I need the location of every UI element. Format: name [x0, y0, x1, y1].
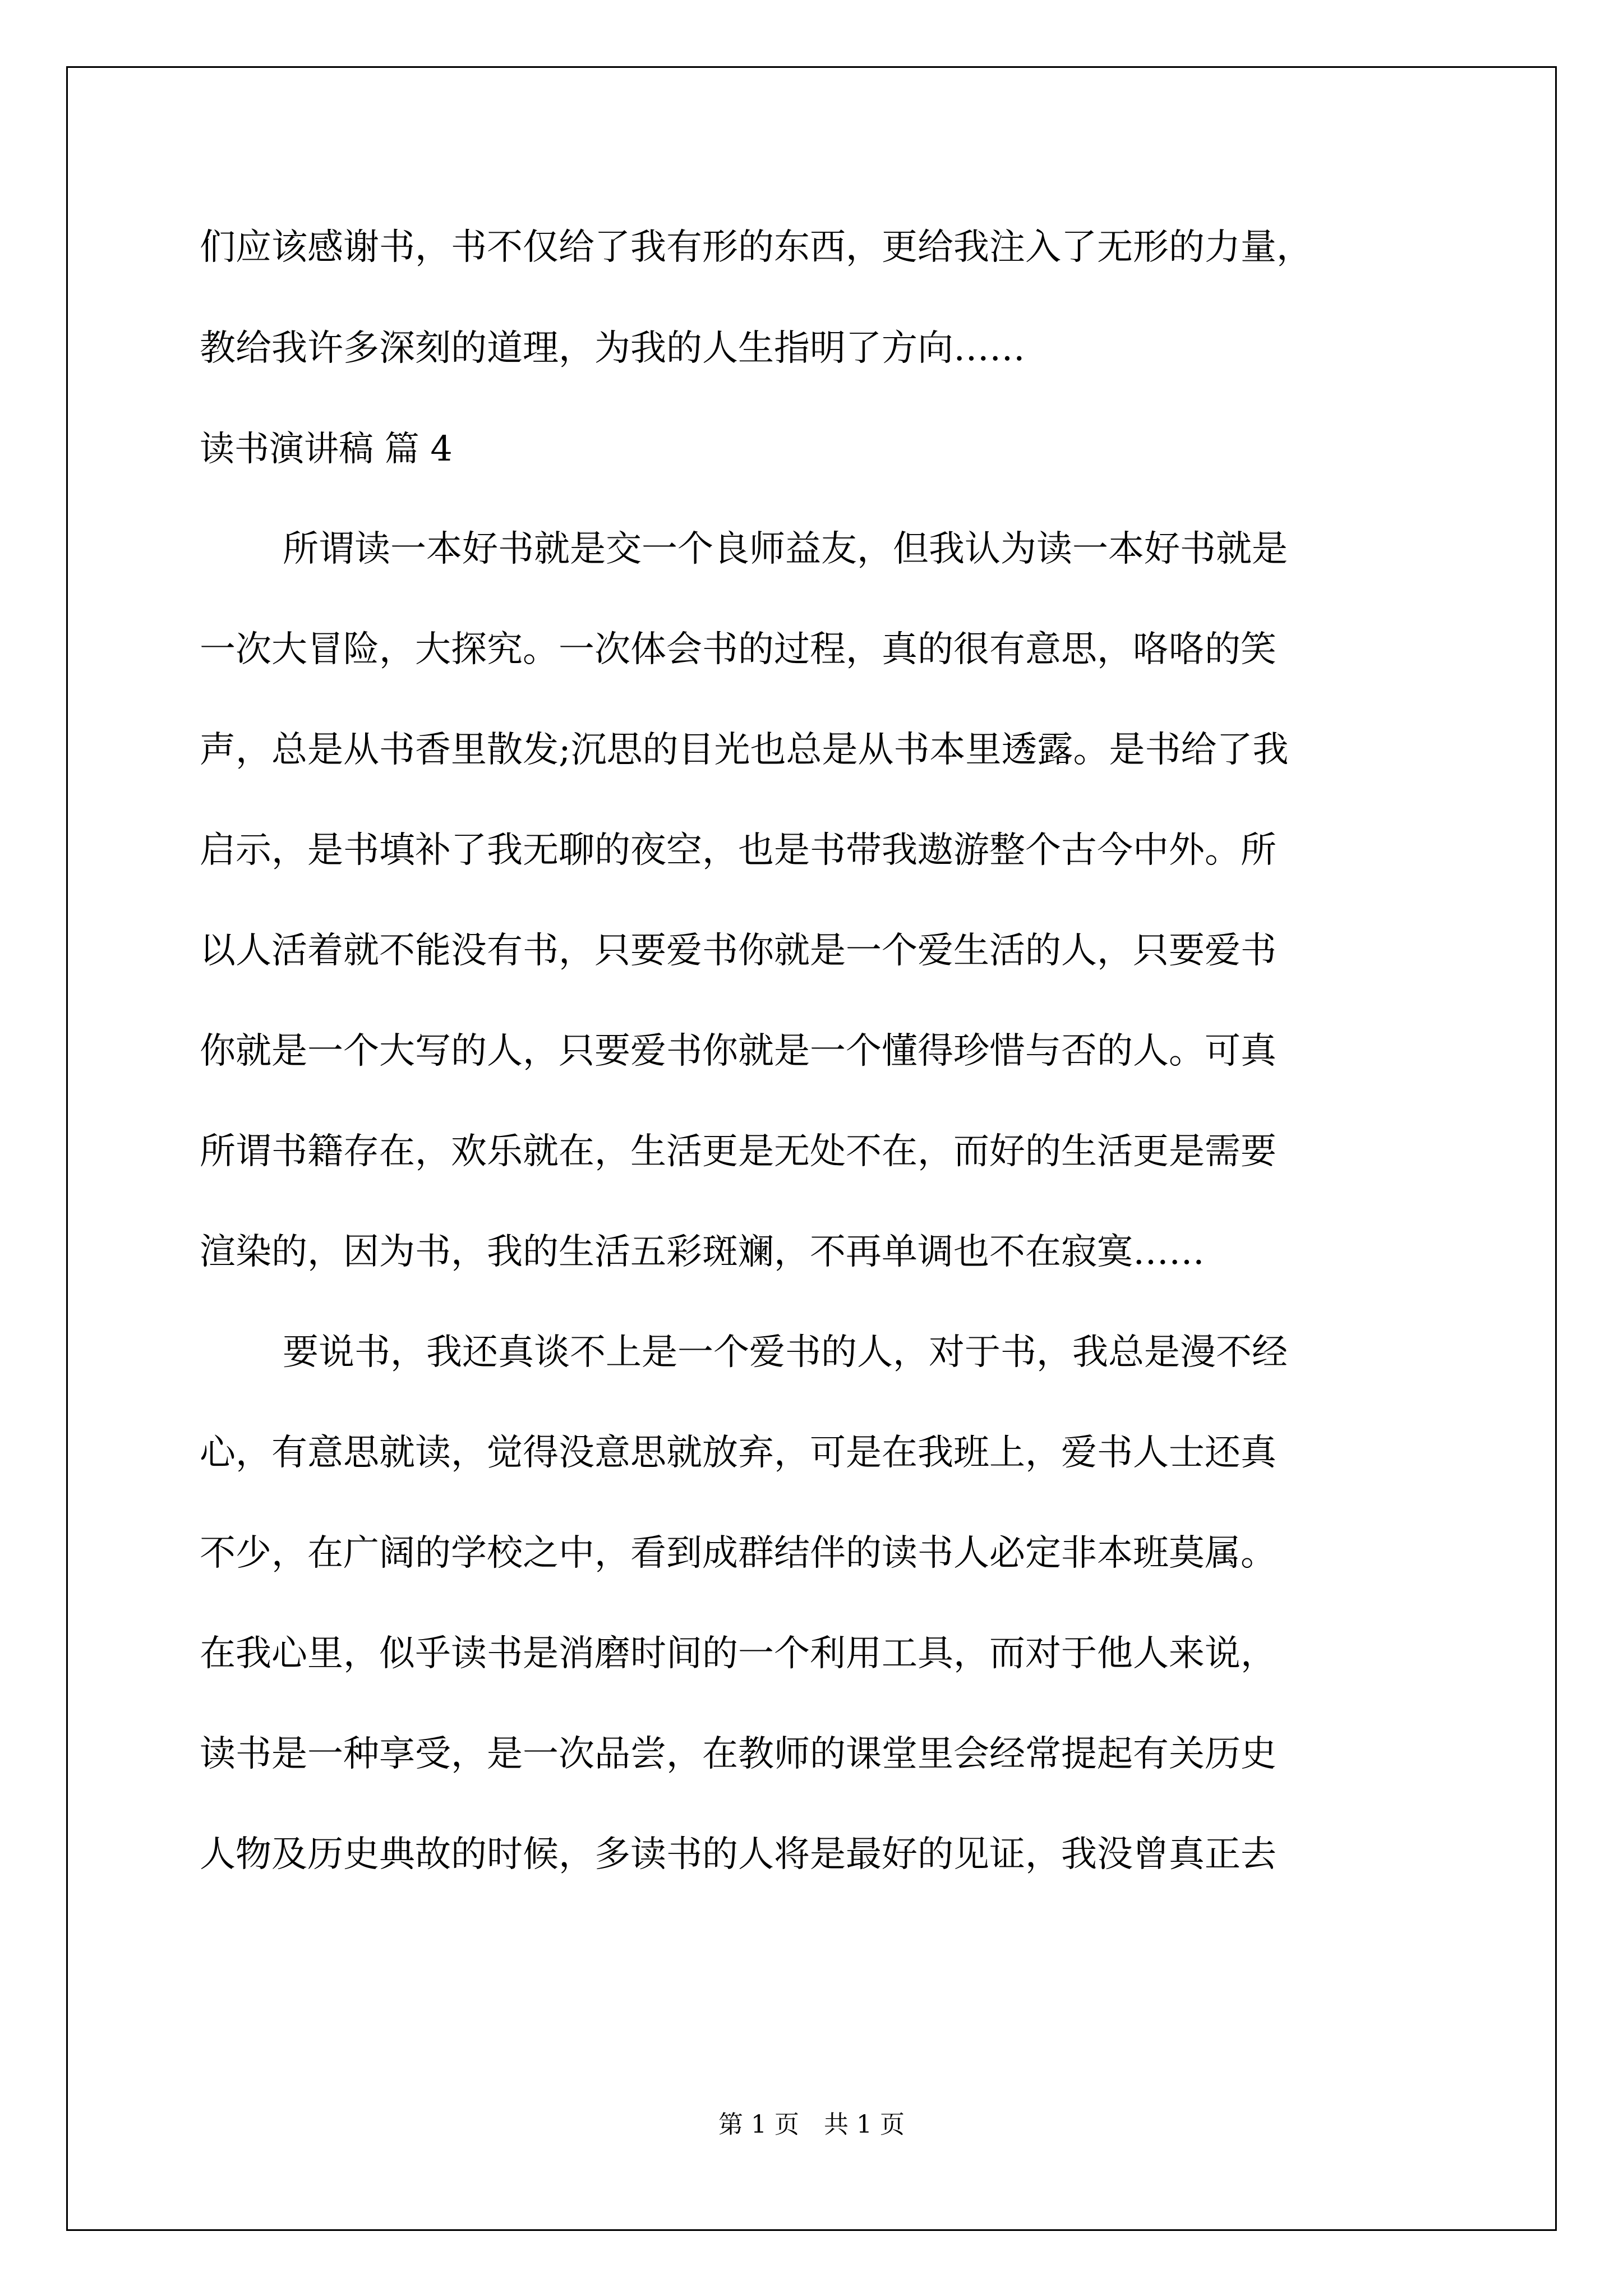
text-line-14: 不少，在广阔的学校之中，看到成群结伴的读书人必定非本班莫属。 — [200, 1533, 1276, 1574]
text-line-1: 们应该感谢书，书不仅给了我有形的东西，更给我注入了无形的力量， — [200, 227, 1312, 268]
text-line-15: 在我心里，似乎读书是消磨时间的一个利用工具，而对于他人来说， — [200, 1633, 1276, 1674]
section-heading: 读书演讲稿 篇 4 — [200, 428, 453, 469]
page-footer: 第 1 页 共 1 页 — [718, 2110, 905, 2139]
text-line-8: 以人活着就不能没有书，只要爱书你就是一个爱生活的人，只要爱书 — [200, 930, 1276, 972]
text-line-4: 所谓读一本好书就是交一个良师益友，但我认为读一本好书就是 — [283, 528, 1288, 570]
text-line-11: 渲染的，因为书，我的生活五彩斑斓，不再单调也不在寂寞…… — [200, 1231, 1205, 1273]
text-line-17: 人物及历史典故的时候，多读书的人将是最好的见证，我没曾真正去 — [200, 1834, 1276, 1875]
text-line-9: 你就是一个大写的人，只要爱书你就是一个懂得珍惜与否的人。可真 — [200, 1030, 1276, 1072]
text-line-13: 心，有意思就读，觉得没意思就放弃，可是在我班上，爱书人士还真 — [200, 1432, 1276, 1474]
text-line-7: 启示，是书填补了我无聊的夜空，也是书带我遨游整个古今中外。所 — [200, 830, 1276, 871]
text-line-10: 所谓书籍存在，欢乐就在，生活更是无处不在，而好的生活更是需要 — [200, 1131, 1276, 1172]
text-line-5: 一次大冒险，大探究。一次体会书的过程，真的很有意思，咯咯的笑 — [200, 629, 1276, 670]
text-line-12: 要说书，我还真谈不上是一个爱书的人，对于书，我总是漫不经 — [283, 1332, 1288, 1373]
text-line-16: 读书是一种享受，是一次品尝，在教师的课堂里会经常提起有关历史 — [200, 1733, 1276, 1775]
text-line-2: 教给我许多深刻的道理，为我的人生指明了方向…… — [200, 328, 1025, 369]
text-line-6: 声，总是从书香里散发;沉思的目光也总是从书本里透露。是书给了我 — [200, 729, 1289, 771]
